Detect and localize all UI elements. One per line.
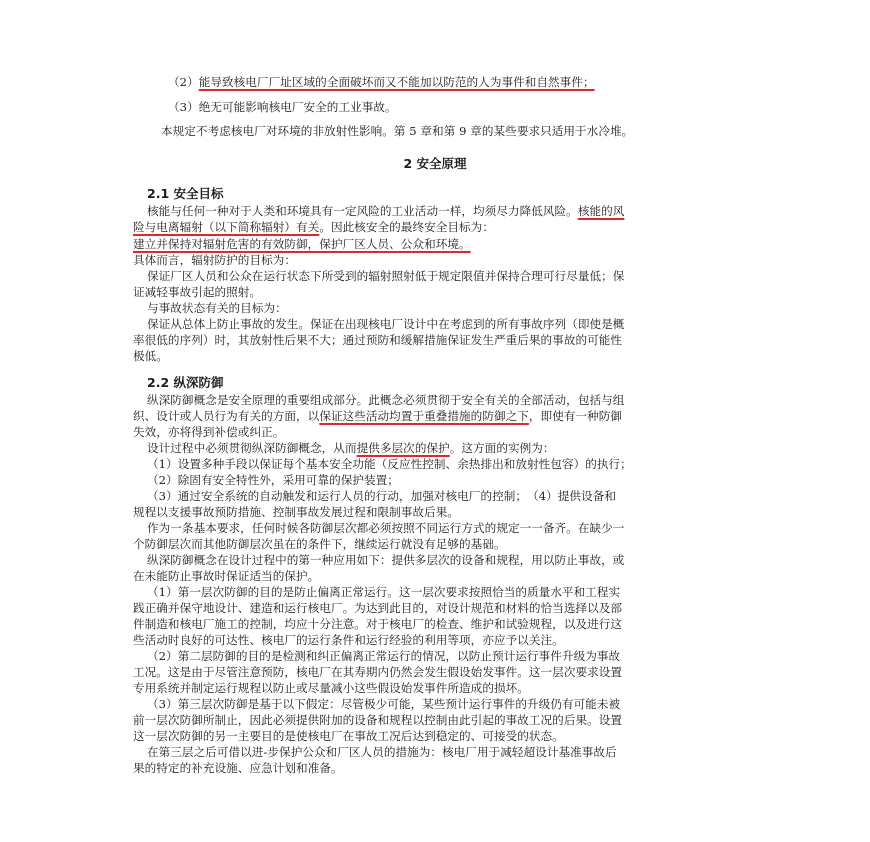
paragraph-line: 在第三层之后可借以进-步保护公众和厂区人员的措施为：核电厂用于减轻超设计基准事故后 [147,745,617,759]
paragraph-line: 证减轻事故引起的照射。 [133,285,262,299]
scope-item-3: （3）绝无可能影响核电厂安全的工业事故。 [168,100,397,114]
paragraph-line: 专用系统并制定运行规程以防止或尽量减小这些假设始发事件所造成的损坏。 [133,681,529,695]
paragraph-line: 纵深防御概念是安全原理的重要组成部分。此概念必须贯彻于安全有关的全部活动，包括与组 [147,393,625,407]
section-heading-2-2: 2.2 纵深防御 [147,375,224,390]
paragraph-line: 极低。 [133,349,168,363]
paragraph-line: 件制造和核电厂施工的控制，均应十分注意。对于核电厂的检查、维护和试验规程，以及进行这 [133,617,623,631]
paragraph-line: 险与电离辐射（以下简称辐射）有关。因此核安全的最终安全目标为： [133,220,494,234]
paragraph-line: 核能与任何一种对于人类和环境具有一定风险的工业活动一样，均须尽力降低风险。核能的风 [147,204,625,218]
paragraph-line: （2）除固有安全特性外，采用可靠的保护装置； [147,473,399,487]
paragraph-line: 些活动时良好的可达性、核电厂的运行条件和运行经验的利用等项，亦应予以关注。 [133,633,564,647]
paragraph-line: 建立并保持对辐射危害的有效防御，保护厂区人员、公众和环境。 [133,237,471,251]
scope-note: 本规定不考虑核电厂对环境的非放射性影响。第 5 章和第 9 章的某些要求只适用于水冷堆。 [161,124,634,138]
paragraph-line: 工况。这是由于尽管注意预防，核电厂在其寿期内仍然会发生假设始发事件。这一层次要求设置 [133,665,623,679]
paragraph-line: 这一层次防御的另一主要目的是使核电厂在事故工况后达到稳定的、可接受的状态。 [133,729,564,743]
section-heading-2-1: 2.1 安全目标 [147,186,224,201]
paragraph-line: 在未能防止事故时保证适当的保护。 [133,569,320,583]
paragraph-line: 践正确并保守地设计、建造和运行核电厂。为达到此目的，对设计规范和材料的恰当选择以及部 [133,601,623,615]
paragraph-line: 个防御层次而其他防御层次虽在的条件下，继续运行就没有足够的基础。 [133,537,506,551]
chapter-heading: 2 安全原理 [403,156,467,171]
paragraph-line: （3）通过安全系统的自动触发和运行人员的行动，加强对核电厂的控制； （4）提供设备和 [147,489,617,503]
paragraph-line: 保证厂区人员和公众在运行状态下所受到的辐射照射低于规定限值并保持合理可行尽量低；保 [147,269,625,283]
paragraph-line: 与事故状态有关的目标为： [147,301,287,315]
paragraph-line: （1）设置多种手段以保证每个基本安全功能（反应性控制、余热排出和放射性包容）的执行； [147,457,632,471]
paragraph-line: 具体而言，辐射防护的目标为： [133,253,297,267]
paragraph-line: 保证从总体上防止事故的发生。保证在出现核电厂设计中在考虑到的所有事故序列（即使是概 [147,317,625,331]
paragraph-line: 果的特定的补充设施、应急计划和准备。 [133,761,343,775]
paragraph-line: 设计过程中必须贯彻纵深防御概念，从而提供多层次的保护。这方面的实例为： [147,441,555,455]
paragraph-line: 率很低的序列）时，其放射性后果不大；通过预防和缓解措施保证发生严重后果的事故的可能性 [133,333,623,347]
paragraph-line: （3）第三层次防御是基于以下假定：尽管极少可能，某些预计运行事件的升级仍有可能未被 [147,697,621,711]
paragraph-line: （2）第二层防御的目的是检测和纠正偏离正常运行的情况，以防止预计运行事件升级为事故 [147,649,621,663]
paragraph-line: 作为一条基本要求，任何时候各防御层次都必须按照不同运行方式的规定一一备齐。在缺少一 [147,521,625,535]
scope-item-2: （2）能导致核电厂厂址区域的全面破坏而又不能加以防范的人为事件和自然事件； [168,75,595,89]
paragraph-line: 前一层次防御所制止，因此必须提供附加的设备和规程以控制由此引起的事故工况的后果。设置 [133,713,623,727]
paragraph-line: 规程以支援事故预防措施、控制事故发展过程和限制事故后果。 [133,505,460,519]
paragraph-line: 失效，亦将得到补偿或纠正。 [133,425,285,439]
paragraph-line: 织、设计或人员行为有关的方面，以保证这些活动均置于重叠措施的防御之下，即使有一种防御 [133,409,623,423]
paragraph-line: 纵深防御概念在设计过程中的第一种应用如下：提供多层次的设备和规程，用以防止事故，或 [147,553,625,567]
paragraph-line: （1）第一层次防御的目的是防止偏离正常运行。这一层次要求按照恰当的质量水平和工程实 [147,585,621,599]
